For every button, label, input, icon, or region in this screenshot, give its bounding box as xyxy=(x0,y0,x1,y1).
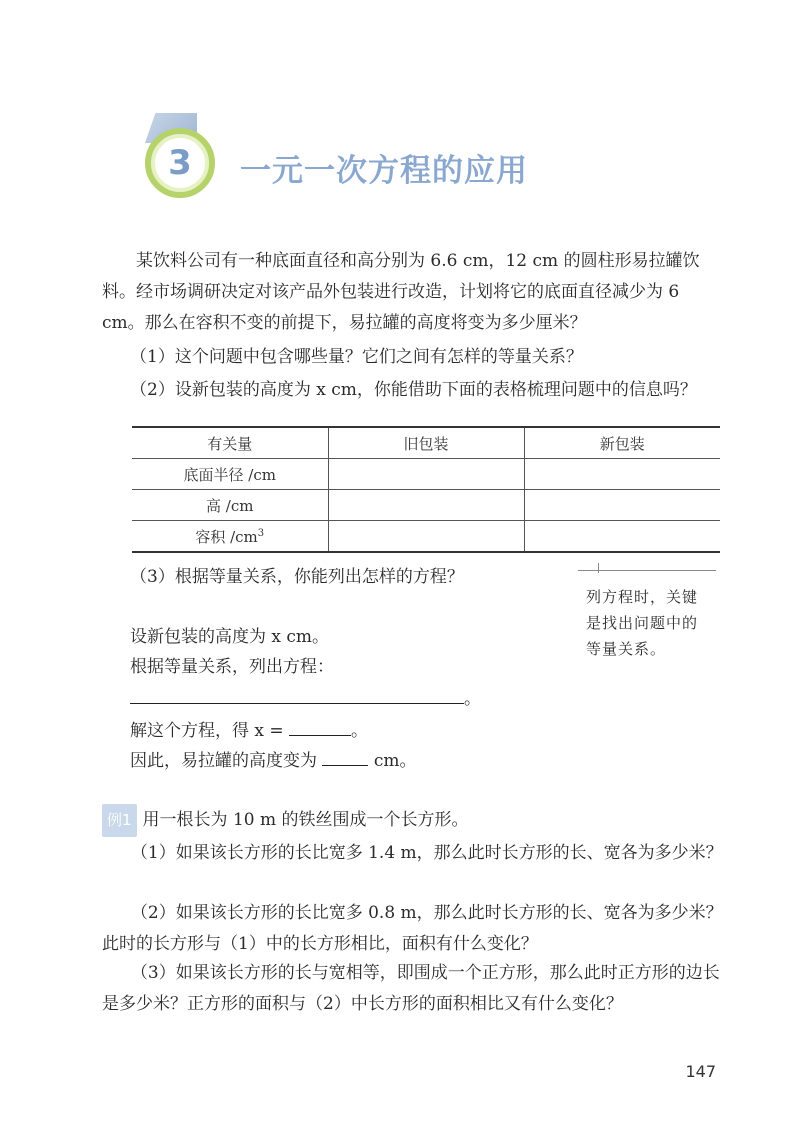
side-note: 列方程时，关键是找出问题中的等量关系。 xyxy=(586,588,699,658)
example-1-question-3: （3）如果该长方形的长与宽相等，即围成一个正方形，那么此时正方形的边长是多少米？正方形的面积与（2）中长方形的面积相比又有什么变化？ xyxy=(102,963,720,1014)
table-row-label: 底面半径 /cm xyxy=(132,459,328,490)
example-1-tag: 例1 xyxy=(102,804,137,837)
solution-line-2: 根据等量关系，列出方程： xyxy=(130,657,334,677)
example-1-intro xyxy=(102,804,724,837)
solution-line-4-start: 解这个方程，得 x = xyxy=(130,721,284,741)
question-3: （3）根据等量关系，你能列出怎样的方程？ xyxy=(130,567,464,587)
solution-line-1: 设新包装的高度为 x cm。 xyxy=(130,627,330,647)
page-number: 147 xyxy=(685,1062,716,1081)
equation-blank xyxy=(130,702,464,704)
table-row xyxy=(132,521,720,553)
section-title: 一元一次方程的应用 xyxy=(240,153,528,189)
section-number-badge xyxy=(145,128,215,198)
table-row-label: 高 /cm xyxy=(132,490,328,521)
question-2: （2）设新包装的高度为 x cm，你能借助下面的表格梳理问题中的信息吗？ xyxy=(130,380,697,400)
intro-paragraph: 某饮料公司有一种底面直径和高分别为 6.6 cm，12 cm 的圆柱形易拉罐饮料。经市场调研决定对该产品外包装进行改造，计划将它的底面直径减少为 6 cm。那么在容积不变的前提下，易拉罐的高度将变为多少厘米？ xyxy=(102,251,700,333)
example-1-intro-text: 用一根长为 10 m 的铁丝围成一个长方形。 xyxy=(142,810,469,830)
solution-line-4-end: 。 xyxy=(351,721,369,741)
solution-line-4 xyxy=(130,716,368,747)
table-header-cell: 新包装 xyxy=(524,427,720,459)
table-cell-empty xyxy=(524,490,720,521)
x-value-blank xyxy=(289,734,351,736)
side-note-tick xyxy=(598,563,605,573)
table-cell-empty xyxy=(524,459,720,490)
row-label-text: 容积 /cm xyxy=(195,527,258,546)
solution-equation-line xyxy=(130,684,481,715)
table-row-label xyxy=(132,521,328,553)
table-cell-empty xyxy=(328,521,524,553)
solution-line-5-start: 因此，易拉罐的高度变为 xyxy=(130,751,317,771)
table-cell-empty xyxy=(328,490,524,521)
row-label-superscript: 3 xyxy=(257,527,265,539)
info-table xyxy=(132,426,720,553)
table-cell-empty xyxy=(524,521,720,553)
example-1-question-2: （2）如果该长方形的长比宽多 0.8 m，那么此时长方形的长、宽各为多少米？此时的长方形与（1）中的长方形相比，面积有什么变化？ xyxy=(102,903,723,954)
equation-line-end: 。 xyxy=(464,689,481,709)
table-header-row xyxy=(132,427,720,459)
example-1-question-1: （1）如果该长方形的长比宽多 1.4 m，那么此时长方形的长、宽各为多少米？ xyxy=(130,843,723,863)
table-header-cell: 有关量 xyxy=(132,427,328,459)
table-row xyxy=(132,490,720,521)
section-number: 3 xyxy=(168,143,192,183)
table-header-cell: 旧包装 xyxy=(328,427,524,459)
solution-line-5 xyxy=(130,746,416,777)
height-blank xyxy=(322,764,368,766)
question-1: （1）这个问题中包含哪些量？它们之间有怎样的等量关系？ xyxy=(130,347,583,367)
table-cell-empty xyxy=(328,459,524,490)
table-row xyxy=(132,459,720,490)
solution-line-5-end: cm。 xyxy=(373,751,417,771)
